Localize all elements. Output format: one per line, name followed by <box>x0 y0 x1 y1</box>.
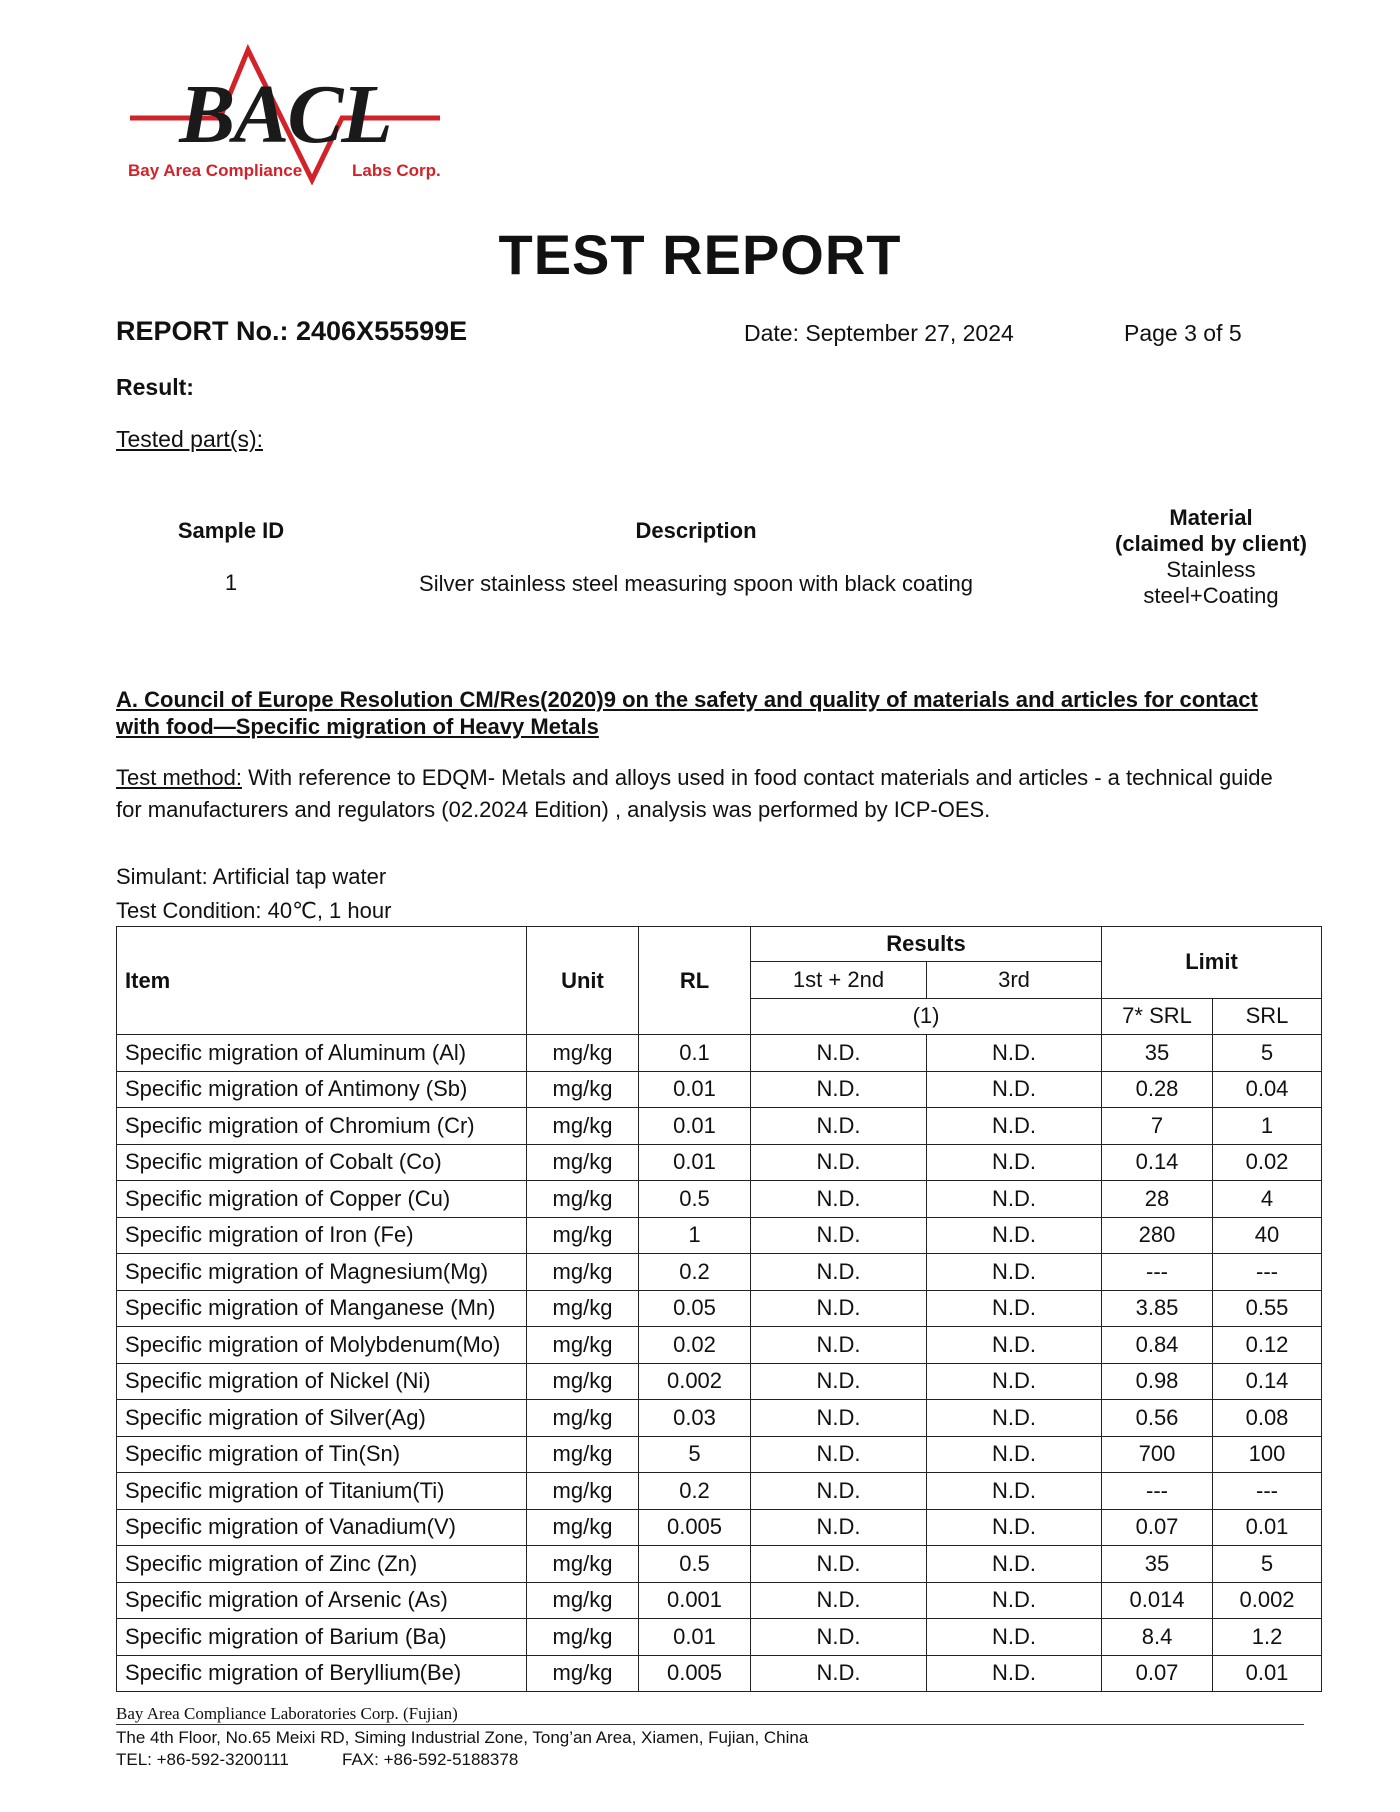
header-unit: Unit <box>527 927 639 1035</box>
cell-unit: mg/kg <box>527 1327 639 1364</box>
cell-result-1st-2nd: N.D. <box>751 1582 927 1619</box>
simulant: Simulant: Artificial tap water <box>116 864 387 889</box>
cell-item: Specific migration of Iron (Fe) <box>117 1217 527 1254</box>
cell-result-3rd: N.D. <box>927 1619 1102 1656</box>
cell-item: Specific migration of Tin(Sn) <box>117 1436 527 1473</box>
cell-result-1st-2nd: N.D. <box>751 1546 927 1583</box>
cell-result-3rd: N.D. <box>927 1181 1102 1218</box>
header-result-1st-2nd: 1st + 2nd <box>751 962 927 999</box>
test-condition: Test Condition: 40℃, 1 hour <box>116 898 392 923</box>
header-rl: RL <box>639 927 751 1035</box>
cell-result-1st-2nd: N.D. <box>751 1254 927 1291</box>
header-limit-7srl: 7* SRL <box>1102 998 1213 1035</box>
cell-result-1st-2nd: N.D. <box>751 1655 927 1692</box>
cell-limit-srl: 0.002 <box>1213 1582 1322 1619</box>
cell-result-3rd: N.D. <box>927 1363 1102 1400</box>
cell-unit: mg/kg <box>527 1655 639 1692</box>
header-results-note: (1) <box>751 998 1102 1035</box>
cell-limit-srl: 0.14 <box>1213 1363 1322 1400</box>
cell-limit-7srl: 700 <box>1102 1436 1213 1473</box>
cell-limit-srl: 0.01 <box>1213 1655 1322 1692</box>
cell-result-3rd: N.D. <box>927 1254 1102 1291</box>
cell-rl: 0.02 <box>639 1327 751 1364</box>
cell-result-1st-2nd: N.D. <box>751 1181 927 1218</box>
cell-limit-7srl: 8.4 <box>1102 1619 1213 1656</box>
header-results: Results <box>751 927 1102 962</box>
cell-item: Specific migration of Silver(Ag) <box>117 1400 527 1437</box>
result-label: Result: <box>116 374 194 400</box>
material-header-1: Material <box>1169 505 1253 530</box>
page-number: Page 3 of 5 <box>1124 320 1242 346</box>
cell-item: Specific migration of Cobalt (Co) <box>117 1144 527 1181</box>
cell-result-3rd: N.D. <box>927 1217 1102 1254</box>
cell-limit-7srl: 28 <box>1102 1181 1213 1218</box>
table-row <box>117 1108 1322 1145</box>
cell-item: Specific migration of Chromium (Cr) <box>117 1108 527 1145</box>
table-row <box>117 1254 1322 1291</box>
section-a-line1: A. Council of Europe Resolution CM/Res(2020)9 on the safety and quality of materials and articles for contact <box>116 687 1258 712</box>
header-item: Item <box>117 927 527 1035</box>
table-row <box>117 1400 1322 1437</box>
cell-result-1st-2nd: N.D. <box>751 1619 927 1656</box>
table-row <box>117 1619 1322 1656</box>
cell-unit: mg/kg <box>527 1582 639 1619</box>
cell-rl: 0.01 <box>639 1071 751 1108</box>
test-method-text-2: for manufacturers and regulators (02.2024 Edition) , analysis was performed by ICP-OES. <box>116 797 991 822</box>
cell-rl: 0.002 <box>639 1363 751 1400</box>
material-value-1: Stainless <box>1166 557 1256 582</box>
sample-id-header: Sample ID <box>177 518 285 543</box>
sample-id-value: 1 <box>224 570 238 595</box>
description-value: Silver stainless steel measuring spoon with black coating <box>419 571 973 596</box>
table-row <box>117 1217 1322 1254</box>
cell-limit-7srl: 35 <box>1102 1035 1213 1072</box>
cell-limit-srl: --- <box>1213 1254 1322 1291</box>
cell-item: Specific migration of Antimony (Sb) <box>117 1071 527 1108</box>
cell-rl: 0.001 <box>639 1582 751 1619</box>
cell-limit-7srl: 0.014 <box>1102 1582 1213 1619</box>
logo-letters: BACL <box>179 68 391 161</box>
cell-unit: mg/kg <box>527 1473 639 1510</box>
cell-limit-7srl: 0.07 <box>1102 1509 1213 1546</box>
cell-unit: mg/kg <box>527 1254 639 1291</box>
cell-limit-7srl: 0.28 <box>1102 1071 1213 1108</box>
footer-address: The 4th Floor, No.65 Meixi RD, Siming Industrial Zone, Tong’an Area, Xiamen, Fujian, China <box>116 1728 809 1747</box>
header-limit: Limit <box>1102 927 1322 999</box>
cell-item: Specific migration of Magnesium(Mg) <box>117 1254 527 1291</box>
section-a-line2: with food—Specific migration of Heavy Metals <box>116 714 599 739</box>
cell-item: Specific migration of Manganese (Mn) <box>117 1290 527 1327</box>
cell-unit: mg/kg <box>527 1363 639 1400</box>
cell-limit-srl: 5 <box>1213 1546 1322 1583</box>
cell-rl: 0.01 <box>639 1619 751 1656</box>
cell-result-3rd: N.D. <box>927 1144 1102 1181</box>
cell-result-3rd: N.D. <box>927 1071 1102 1108</box>
cell-unit: mg/kg <box>527 1436 639 1473</box>
test-method-text-1: With reference to EDQM- Metals and alloys used in food contact materials and articles - a technical guide <box>241 765 1273 790</box>
table-row <box>117 1071 1322 1108</box>
material-header-2: (claimed by client) <box>1115 531 1307 556</box>
cell-rl: 0.2 <box>639 1254 751 1291</box>
cell-rl: 0.03 <box>639 1400 751 1437</box>
cell-result-1st-2nd: N.D. <box>751 1327 927 1364</box>
cell-limit-7srl: 0.84 <box>1102 1327 1213 1364</box>
description-header: Description <box>635 518 757 543</box>
cell-rl: 0.5 <box>639 1546 751 1583</box>
cell-limit-7srl: 280 <box>1102 1217 1213 1254</box>
cell-result-1st-2nd: N.D. <box>751 1217 927 1254</box>
table-row <box>117 1546 1322 1583</box>
cell-limit-srl: 0.02 <box>1213 1144 1322 1181</box>
cell-item: Specific migration of Zinc (Zn) <box>117 1546 527 1583</box>
cell-limit-7srl: 0.98 <box>1102 1363 1213 1400</box>
header-result-3rd: 3rd <box>927 962 1102 999</box>
cell-result-3rd: N.D. <box>927 1655 1102 1692</box>
cell-result-3rd: N.D. <box>927 1400 1102 1437</box>
cell-rl: 0.01 <box>639 1108 751 1145</box>
cell-limit-srl: 4 <box>1213 1181 1322 1218</box>
cell-result-1st-2nd: N.D. <box>751 1509 927 1546</box>
tested-parts-label: Tested part(s): <box>116 426 263 452</box>
cell-item: Specific migration of Titanium(Ti) <box>117 1473 527 1510</box>
cell-limit-7srl: 7 <box>1102 1108 1213 1145</box>
table-row <box>117 1436 1322 1473</box>
cell-rl: 1 <box>639 1217 751 1254</box>
cell-result-1st-2nd: N.D. <box>751 1144 927 1181</box>
table-row <box>117 1290 1322 1327</box>
cell-limit-7srl: --- <box>1102 1254 1213 1291</box>
cell-limit-srl: 1.2 <box>1213 1619 1322 1656</box>
cell-result-3rd: N.D. <box>927 1582 1102 1619</box>
logo-left-text: Bay Area Compliance <box>128 161 303 180</box>
report-date: Date: September 27, 2024 <box>744 320 1014 346</box>
cell-item: Specific migration of Nickel (Ni) <box>117 1363 527 1400</box>
cell-unit: mg/kg <box>527 1619 639 1656</box>
table-row <box>117 1144 1322 1181</box>
table-row <box>117 1473 1322 1510</box>
logo-right-text: Labs Corp. <box>352 161 441 180</box>
cell-item: Specific migration of Aluminum (Al) <box>117 1035 527 1072</box>
table-row <box>117 1509 1322 1546</box>
bacl-logo <box>120 30 460 185</box>
cell-rl: 5 <box>639 1436 751 1473</box>
footer-tel: TEL: +86-592-3200111 <box>116 1750 289 1769</box>
cell-item: Specific migration of Vanadium(V) <box>117 1509 527 1546</box>
cell-result-1st-2nd: N.D. <box>751 1035 927 1072</box>
cell-limit-srl: 0.08 <box>1213 1400 1322 1437</box>
cell-rl: 0.5 <box>639 1181 751 1218</box>
cell-limit-7srl: 0.14 <box>1102 1144 1213 1181</box>
cell-unit: mg/kg <box>527 1546 639 1583</box>
cell-limit-srl: 0.12 <box>1213 1327 1322 1364</box>
cell-result-1st-2nd: N.D. <box>751 1436 927 1473</box>
cell-result-3rd: N.D. <box>927 1546 1102 1583</box>
cell-item: Specific migration of Molybdenum(Mo) <box>117 1327 527 1364</box>
cell-unit: mg/kg <box>527 1509 639 1546</box>
table-row <box>117 1363 1322 1400</box>
footer-company: Bay Area Compliance Laboratories Corp. (Fujian) <box>116 1704 458 1723</box>
cell-unit: mg/kg <box>527 1108 639 1145</box>
footer-contact <box>116 1750 518 1770</box>
cell-rl: 0.1 <box>639 1035 751 1072</box>
cell-item: Specific migration of Copper (Cu) <box>117 1181 527 1218</box>
cell-result-3rd: N.D. <box>927 1290 1102 1327</box>
cell-rl: 0.005 <box>639 1655 751 1692</box>
cell-unit: mg/kg <box>527 1181 639 1218</box>
cell-item: Specific migration of Arsenic (As) <box>117 1582 527 1619</box>
cell-limit-srl: 40 <box>1213 1217 1322 1254</box>
section-a-heading <box>116 686 1316 740</box>
header-limit-srl: SRL <box>1213 998 1322 1035</box>
cell-item: Specific migration of Beryllium(Be) <box>117 1655 527 1692</box>
cell-unit: mg/kg <box>527 1071 639 1108</box>
report-number: REPORT No.: 2406X55599E <box>116 316 468 346</box>
cell-rl: 0.01 <box>639 1144 751 1181</box>
cell-result-1st-2nd: N.D. <box>751 1071 927 1108</box>
cell-limit-7srl: 0.07 <box>1102 1655 1213 1692</box>
cell-limit-srl: 0.04 <box>1213 1071 1322 1108</box>
cell-limit-7srl: 3.85 <box>1102 1290 1213 1327</box>
cell-unit: mg/kg <box>527 1144 639 1181</box>
cell-result-3rd: N.D. <box>927 1108 1102 1145</box>
footer-divider <box>116 1724 1304 1725</box>
cell-limit-7srl: --- <box>1102 1473 1213 1510</box>
table-row <box>117 1035 1322 1072</box>
material-value-2: steel+Coating <box>1143 583 1279 608</box>
cell-result-3rd: N.D. <box>927 1327 1102 1364</box>
table-row <box>117 1181 1322 1218</box>
cell-result-1st-2nd: N.D. <box>751 1108 927 1145</box>
table-row <box>117 1655 1322 1692</box>
cell-result-1st-2nd: N.D. <box>751 1473 927 1510</box>
cell-limit-7srl: 35 <box>1102 1546 1213 1583</box>
cell-limit-srl: 0.01 <box>1213 1509 1322 1546</box>
table-row <box>117 1327 1322 1364</box>
cell-limit-srl: 100 <box>1213 1436 1322 1473</box>
cell-unit: mg/kg <box>527 1217 639 1254</box>
cell-result-3rd: N.D. <box>927 1473 1102 1510</box>
cell-limit-srl: --- <box>1213 1473 1322 1510</box>
test-method <box>116 762 1336 826</box>
cell-rl: 0.05 <box>639 1290 751 1327</box>
cell-result-3rd: N.D. <box>927 1509 1102 1546</box>
cell-limit-srl: 5 <box>1213 1035 1322 1072</box>
cell-limit-srl: 1 <box>1213 1108 1322 1145</box>
cell-result-1st-2nd: N.D. <box>751 1290 927 1327</box>
cell-unit: mg/kg <box>527 1400 639 1437</box>
cell-result-3rd: N.D. <box>927 1436 1102 1473</box>
cell-unit: mg/kg <box>527 1290 639 1327</box>
cell-rl: 0.2 <box>639 1473 751 1510</box>
cell-limit-srl: 0.55 <box>1213 1290 1322 1327</box>
table-row <box>117 1582 1322 1619</box>
cell-unit: mg/kg <box>527 1035 639 1072</box>
cell-limit-7srl: 0.56 <box>1102 1400 1213 1437</box>
cell-result-1st-2nd: N.D. <box>751 1400 927 1437</box>
cell-item: Specific migration of Barium (Ba) <box>117 1619 527 1656</box>
test-method-label: Test method: <box>116 765 242 790</box>
cell-result-3rd: N.D. <box>927 1035 1102 1072</box>
results-table <box>116 926 1322 1692</box>
document-title: TEST REPORT <box>498 223 902 286</box>
cell-rl: 0.005 <box>639 1509 751 1546</box>
footer-fax: FAX: +86-592-5188378 <box>342 1750 519 1769</box>
cell-result-1st-2nd: N.D. <box>751 1363 927 1400</box>
